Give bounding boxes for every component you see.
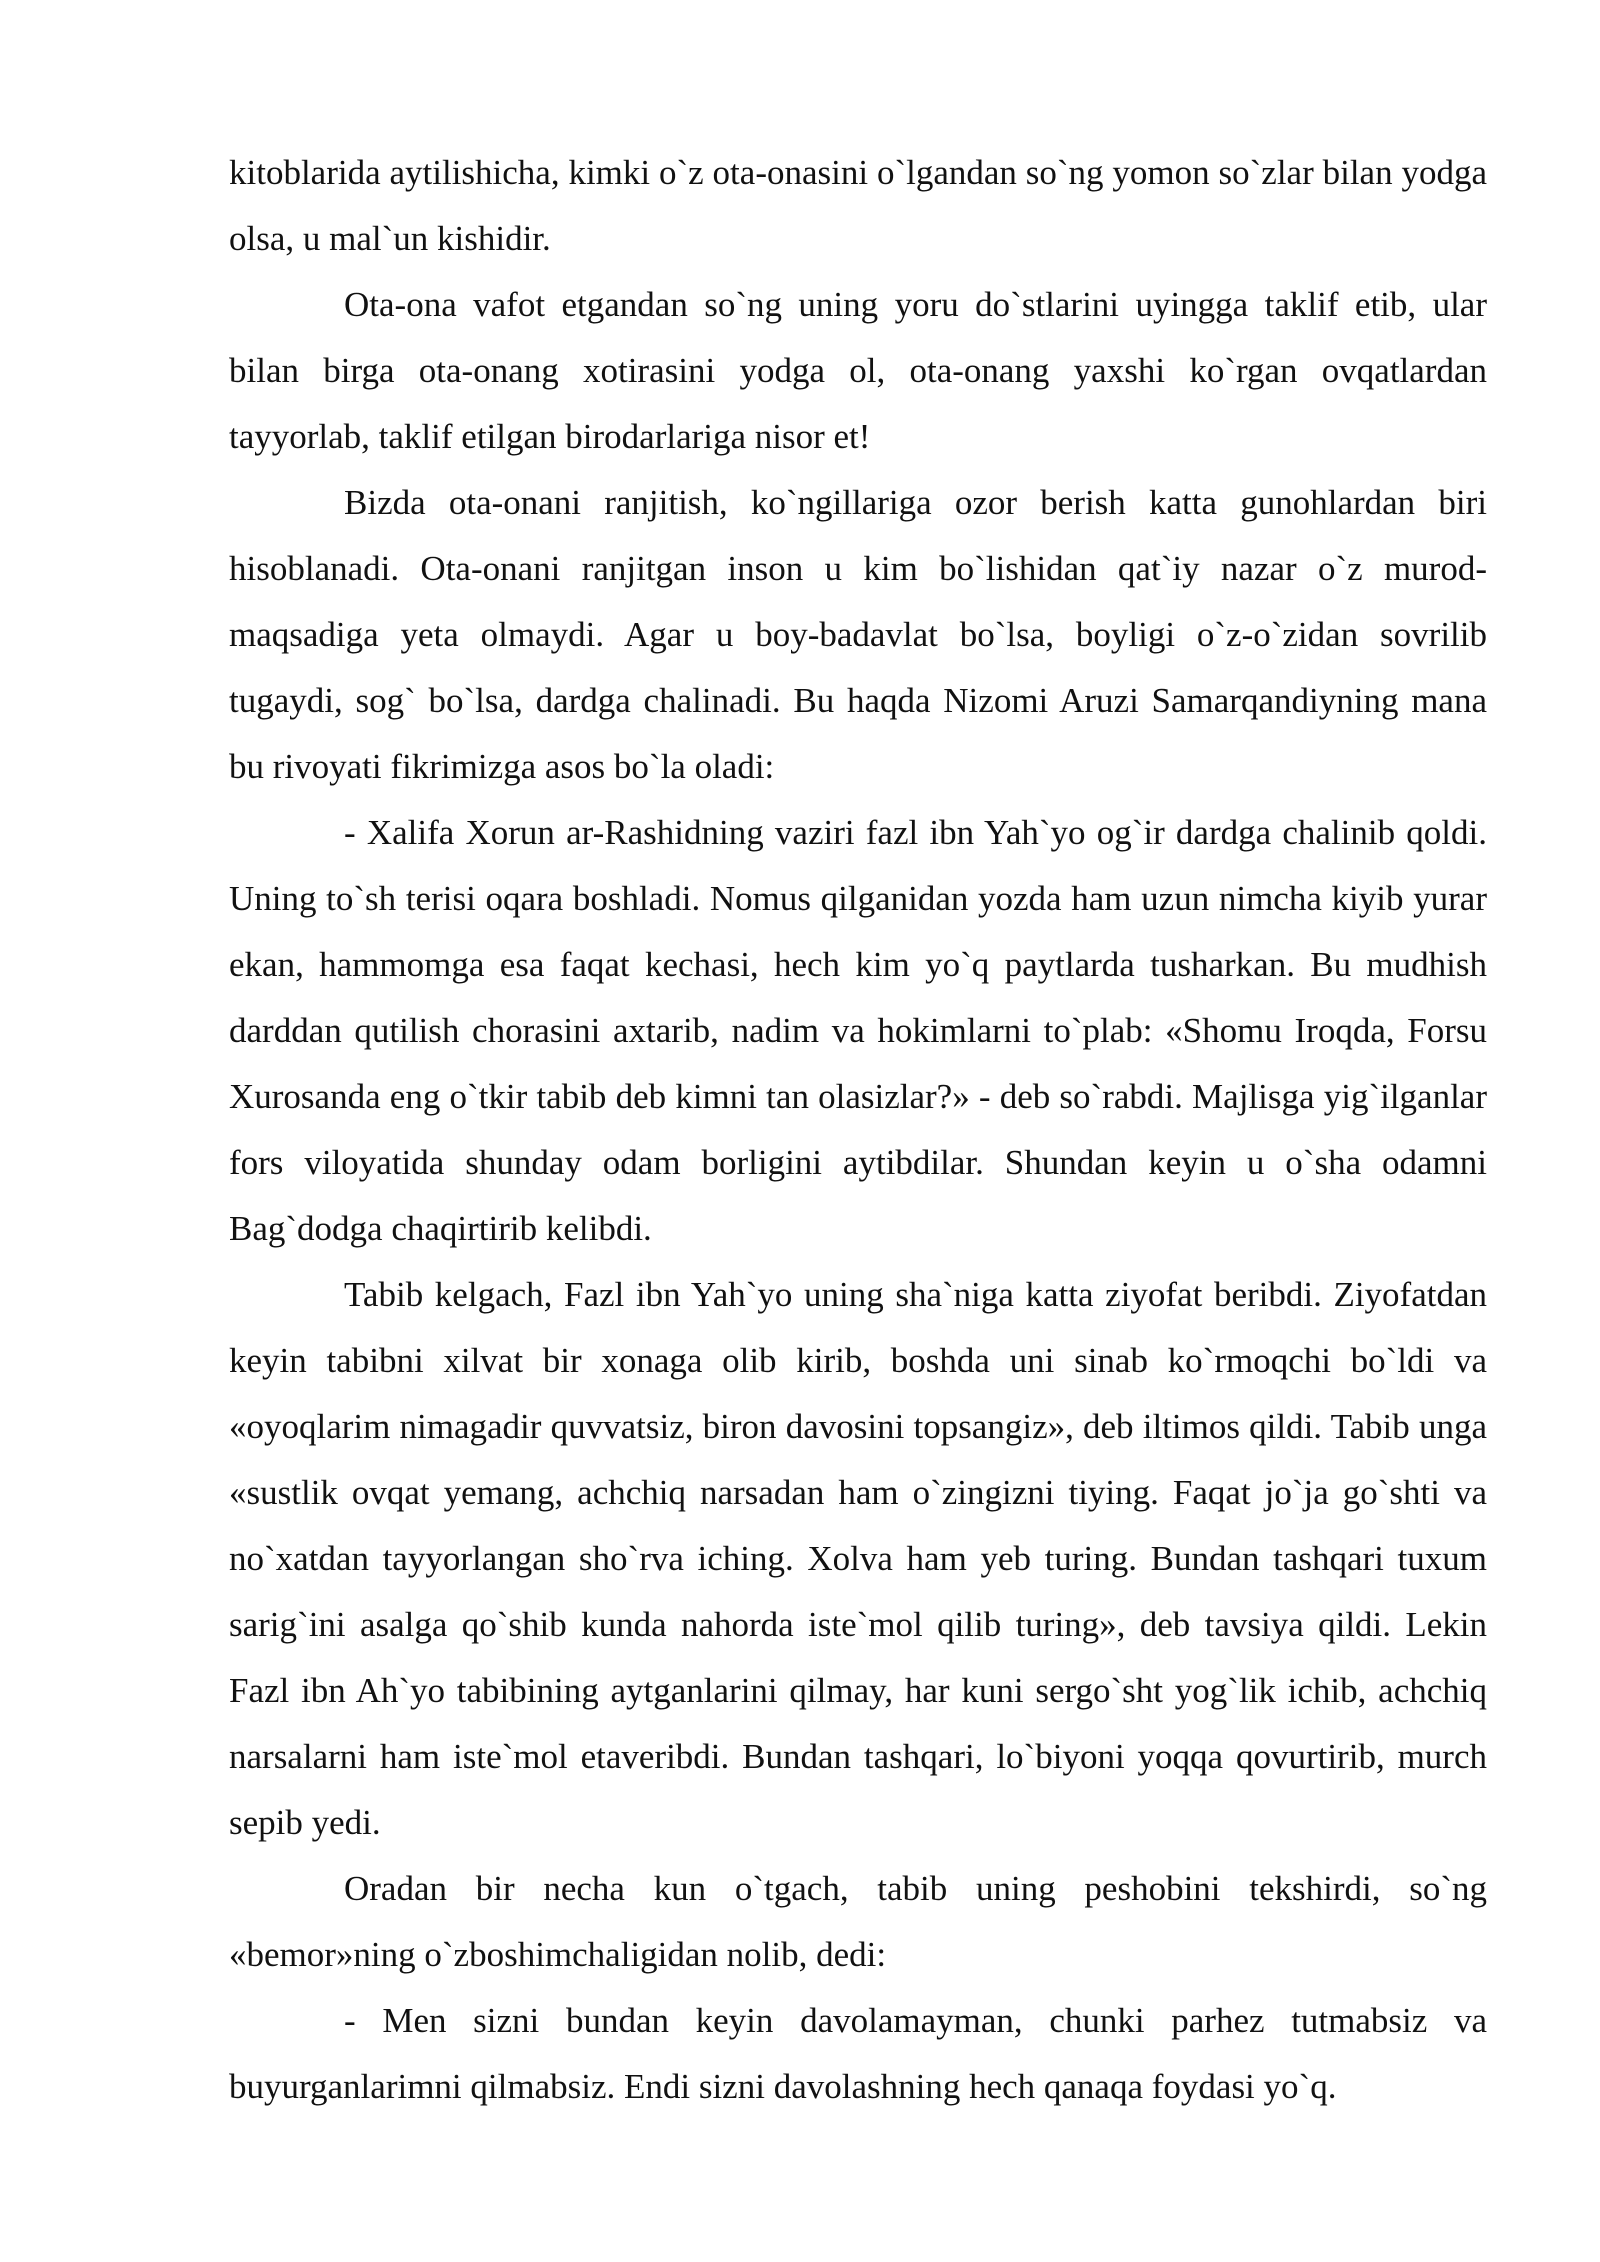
- paragraph-continuation: kitoblarida aytilishicha, kimki o`z ota-onasini o`lgandan so`ng yomon so`zlar bilan yodga olsa, u mal`un kishidir.: [229, 153, 1487, 258]
- paragraph: - Men sizni bundan keyin davolamayman, chunki parhez tutmabsiz va buyurganlarimni qilmabsiz. Endi sizni davolashning hech qanaqa foydasi yo`q.: [229, 2001, 1487, 2106]
- paragraph: Tabib kelgach, Fazl ibn Yah`yo uning sha`niga katta ziyofat beribdi. Ziyofatdan keyin tabibni xilvat bir xonaga olib kirib, boshda uni sinab ko`rmoqchi bo`ldi va «oyoqlarim nimagadir quvvatsiz, biron davosini topsangiz», deb iltimos qildi. Tabib unga «sustlik ovqat yemang, achchiq narsadan ham o`zingizni tiying. Faqat jo`ja go`shti va no`xatdan tayyorlangan sho`rva iching. Xolva ham yeb turing. Bundan tashqari tuxum sarig`ini asalga qo`shib kunda nahorda iste`mol qilib turing», deb tavsiya qildi. Lekin Fazl ibn Ah`yo tabibining aytganlarini qilmay, har kuni sergo`sht yog`lik ichib, achchiq narsalarni ham iste`mol etaveribdi. Bundan tashqari, lo`biyoni yoqqa qovurtirib, murch sepib yedi.: [229, 1275, 1487, 1842]
- paragraph: Bizda ota-onani ranjitish, ko`ngillariga ozor berish katta gunohlardan biri hisoblanadi. Ota-onani ranjitgan inson u kim bo`lishidan qat`iy nazar o`z murod-maqsadiga yeta olmaydi. Agar u boy-badavlat bo`lsa, boyligi o`z-o`zidan sovrilib tugaydi, sog` bo`lsa, dardga chalinadi. Bu haqda Nizomi Aruzi Samarqandiyning mana bu rivoyati fikrimizga asos bo`la oladi:: [229, 483, 1487, 786]
- document-page: [229, 140, 1487, 2120]
- paragraph: Ota-ona vafot etgandan so`ng uning yoru do`stlarini uyingga taklif etib, ular bilan birga ota-onang xotirasini yodga ol, ota-onang yaxshi ko`rgan ovqatlardan tayyorlab, taklif etilgan birodarlariga nisor et!: [229, 285, 1487, 456]
- paragraph: - Xalifa Xorun ar-Rashidning vaziri fazl ibn Yah`yo og`ir dardga chalinib qoldi. Uning to`sh terisi oqara boshladi. Nomus qilganidan yozda ham uzun nimcha kiyib yurar ekan, hammomga esa faqat kechasi, hech kim yo`q paytlarda tusharkan. Bu mudhish darddan qutilish chorasini axtarib, nadim va hokimlarni to`plab: «Shomu Iroqda, Forsu Xurosanda eng o`tkir tabib deb kimni tan olasizlar?» - deb so`rabdi. Majlisga yig`ilganlar fors viloyatida shunday odam borligini aytibdilar. Shundan keyin u o`sha odamni Bag`dodga chaqirtirib kelibdi.: [229, 813, 1487, 1248]
- paragraph: Oradan bir necha kun o`tgach, tabib uning peshobini tekshirdi, so`ng «bemor»ning o`zboshimchaligidan nolib, dedi:: [229, 1869, 1487, 1974]
